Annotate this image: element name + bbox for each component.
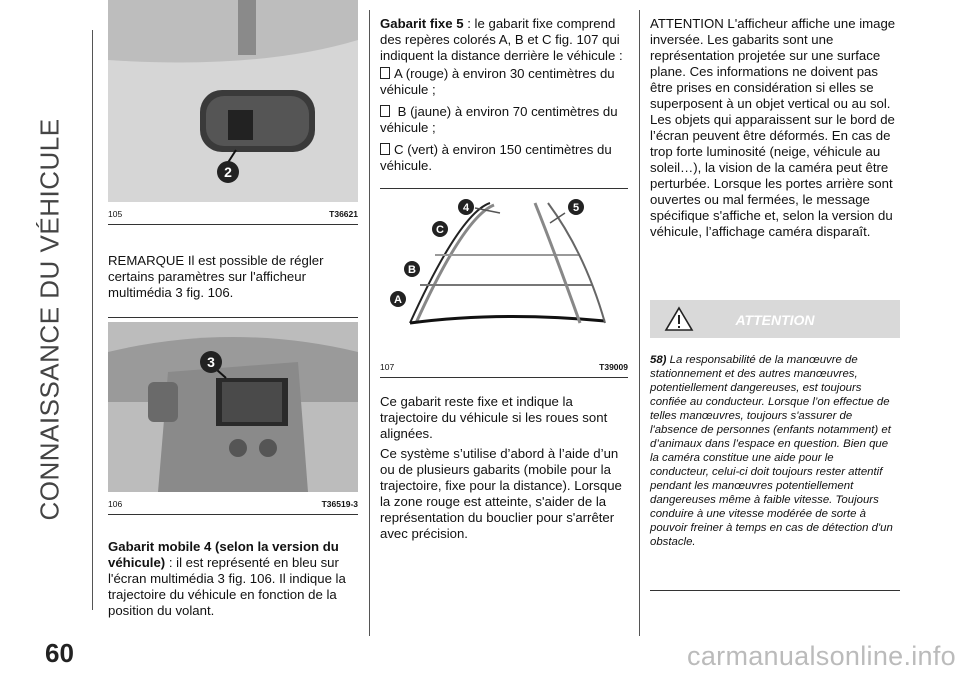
- mobile-gauge-text: : il est représenté en bleu sur l'écran multimédia 3 fig. 106. Il indique la trajectoire du véhicule en fonction de la position du volant.: [108, 555, 346, 618]
- figure-number: 106: [108, 499, 123, 509]
- side-rule: [92, 30, 93, 610]
- figure-number: 107: [380, 362, 395, 372]
- label-c: C: [436, 224, 444, 236]
- checkbox-icon: [380, 105, 390, 117]
- label-b: B: [408, 264, 416, 276]
- warning-body: [650, 345, 900, 591]
- label-4: 4: [462, 202, 470, 214]
- figure-106-dashboard: [108, 322, 358, 492]
- figure-107-caption: [380, 359, 628, 378]
- callout-2: 2: [224, 164, 232, 180]
- figure-code: T36621: [329, 209, 358, 219]
- paragraph-system-usage: Ce système s’utilise d’abord à l’aide d’un ou de plusieurs gabarits (mobile pour la trajectoire, fixe pour la distance). Lorsque la zone rouge est atteinte, s'aider de la représentation du bouclier pour s'arrêter avec précision.: [380, 446, 622, 541]
- column-separator: [639, 10, 640, 636]
- figure-code: T36519-3: [321, 499, 358, 509]
- paragraph-fixed-gauge: Ce gabarit reste fixe et indique la trajectoire du véhicule si les roues sont alignées.: [380, 394, 608, 441]
- bullet-b: B (jaune) à environ 70 centimètres du véhicule ;: [380, 104, 618, 135]
- figure-105-caption: [108, 206, 358, 225]
- fixed-gauge-paragraph: [380, 16, 628, 64]
- warning-number: 58): [650, 354, 667, 366]
- figure-number: 105: [108, 209, 123, 219]
- mobile-gauge-title: Gabarit mobile 4 (selon la version du véhicule): [108, 539, 339, 570]
- figure-105-mirror: [108, 0, 358, 202]
- figure-code: T39009: [599, 362, 628, 372]
- column-1: [108, 0, 358, 619]
- column-3: [650, 16, 900, 240]
- warning-text: La responsabilité de la manœuvre de stationnement et des autres manœuvres, potentiellement dangereuses, est toujours confiée au conducteur. Lorsque l’on effectue de telles manœuvres, toujours s'assurer de l'absence de personnes (enfants notamment) et d’animaux dans l’espace en question. Bien que la caméra constitue une aide pour le conducteur, celui-ci doit toujours rester attentif pendant les manœuvres potentiellement dangereuses même à faible vitesse. Toujours conduire à une vitesse modérée de sorte à pouvoir freiner à temps en cas de détection d'un obstacle.: [650, 354, 893, 548]
- figure-107-parking-guides: [380, 193, 628, 355]
- callout-3: 3: [207, 354, 215, 370]
- attention-paragraph: ATTENTION L'afficheur affiche une image inversée. Les gabarits sont une représentation projetée sur une surface plane. Ces informations ne doivent pas être prises en considération si elles se superposent à un objet vertical ou au sol. Les objets qui apparaissent sur le bord de l’écran peuvent être déformés. En cas de trop forte luminosité (neige, véhicule au soleil…), la vision de la caméra peut être perturbée. Lorsque les portes arrière sont ouvertes ou mal fermées, le message spécifique s'affiche et, selon la version du véhicule, l’affichage caméra disparaît.: [650, 16, 896, 239]
- page-number: 60: [45, 638, 74, 668]
- label-5: 5: [572, 202, 580, 214]
- mobile-gauge-paragraph: [108, 539, 358, 619]
- remark-paragraph: REMARQUE Il est possible de régler certains paramètres sur l'afficheur multimédia 3 fig. 106.: [108, 253, 324, 300]
- figure-106-caption: [108, 496, 358, 515]
- column-2: [380, 16, 628, 542]
- checkbox-icon: [380, 143, 390, 155]
- warning-header: [650, 300, 900, 338]
- column-separator: [369, 10, 370, 636]
- fixed-gauge-title: Gabarit fixe 5: [380, 16, 464, 31]
- fixed-gauge-text: : le gabarit fixe comprend des repères colorés A, B et C fig. 107 qui indiquent la distance derrière le véhicule :: [380, 16, 623, 63]
- bullet-a: A (rouge) à environ 30 centimètres du véhicule ;: [380, 66, 615, 97]
- label-a: A: [394, 294, 402, 306]
- watermark: carmanualsonline.info: [687, 641, 956, 671]
- checkbox-icon: [380, 67, 390, 79]
- bullet-c: C (vert) à environ 150 centimètres du véhicule.: [380, 142, 612, 173]
- section-title: CONNAISSANCE DU VÉHICULE: [34, 118, 65, 521]
- warning-title: ATTENTION: [735, 312, 815, 328]
